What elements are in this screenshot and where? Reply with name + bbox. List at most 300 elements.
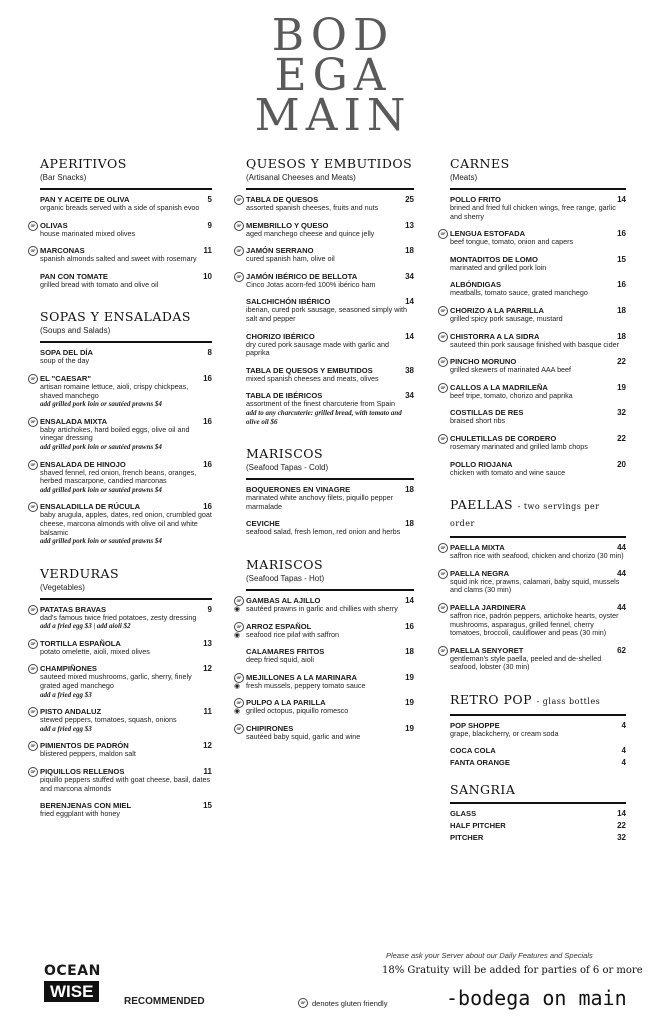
gluten-friendly-icon: GF — [438, 383, 448, 393]
menu-item-price: 14 — [405, 595, 414, 605]
menu-item-description: dad's famous twice fried potatoes, zesty dressing — [40, 612, 197, 622]
section-spacer — [450, 485, 626, 497]
section-spacer — [246, 434, 414, 446]
menu-column-2 — [234, 156, 414, 761]
menu-item-price: 9 — [207, 220, 212, 230]
menu-item-name: ENSALADILLA DE RÚCULA — [40, 502, 141, 512]
menu-item-name: PINCHO MORUNO — [450, 357, 517, 367]
menu-section — [30, 565, 212, 819]
menu-item-price: 4 — [621, 758, 626, 768]
menu-item-header — [450, 833, 626, 842]
menu-item-description: aged manchego cheese and quince jelly — [246, 228, 375, 238]
menu-item-name: CHORIZO A LA PARRILLA — [450, 305, 544, 315]
gluten-friendly-icon: GF — [234, 673, 244, 683]
menu-item-price: 44 — [617, 543, 626, 553]
menu-item — [30, 373, 212, 409]
section-divider — [246, 478, 414, 480]
section-divider — [450, 714, 626, 716]
menu-item-description: rosemary marinated and grilled lamb chops — [450, 441, 588, 451]
menu-item-header — [450, 746, 626, 755]
menu-item-description: baby artichokes, hard boiled eggs, olive oil and vinegar dressing — [40, 424, 190, 443]
menu-item — [440, 305, 626, 324]
menu-item-description: beef tongue, tomato, onion and capers — [450, 237, 574, 247]
section-divider — [450, 536, 626, 538]
gluten-friendly-icon: GF — [28, 767, 38, 777]
gluten-friendly-icon: GF — [438, 332, 448, 342]
menu-item-name: COSTILLAS DE RES — [450, 408, 524, 418]
menu-item-name: CEVICHE — [246, 519, 280, 529]
ocean-wise-line-1: OCEAN — [44, 963, 101, 979]
menu-item-name: ARROZ ESPAÑOL — [246, 621, 312, 631]
menu-item-description: potato omelette, aioli, mixed olives — [40, 646, 150, 656]
section-title — [246, 156, 414, 171]
menu-item-description: soup of the day — [40, 356, 90, 366]
menu-item-name: LENGUA ESTOFADA — [450, 229, 526, 239]
menu-item — [440, 229, 626, 247]
gluten-friendly-icon: GF — [438, 543, 448, 553]
menu-item-name: ALBÓNDIGAS — [450, 280, 502, 290]
menu-item — [236, 220, 414, 239]
gluten-friendly-icon: GF — [28, 221, 38, 231]
menu-item-price: 22 — [617, 357, 626, 367]
menu-item-name: BOQUERONES EN VINAGRE — [246, 485, 351, 495]
menu-item-name: FANTA ORANGE — [450, 758, 510, 768]
menu-item-name: TABLA DE QUESOS — [246, 195, 319, 204]
menu-item — [450, 833, 626, 842]
menu-item-description: house marinated mixed olives — [40, 228, 136, 238]
menu-item-name: PAELLA NEGRA — [450, 568, 510, 578]
menu-item — [440, 602, 626, 638]
menu-item-header — [450, 809, 626, 818]
menu-item-name: PAELLA MIXTA — [450, 543, 505, 553]
menu-item — [450, 821, 626, 830]
menu-item-description: squid ink rice, prawns, calamari, baby squid, mussels and clams (30 min) — [450, 576, 620, 595]
menu-item-price: 16 — [405, 621, 414, 631]
menu-item — [30, 741, 212, 759]
section-title-text: RETRO POP — [450, 691, 533, 707]
gluten-friendly-legend-text: denotes gluten friendly — [312, 998, 388, 1008]
gluten-friendly-icon: GF — [438, 306, 448, 316]
menu-item-description: assorted spanish cheeses, fruits and nuts — [246, 203, 379, 212]
menu-item-name: PAELLA SENYORET — [450, 645, 524, 655]
menu-item-description: deep fried squid, aioli — [246, 655, 314, 665]
menu-item-price: 22 — [617, 433, 626, 443]
menu-item-name: EL "CAESAR" — [40, 373, 91, 383]
menu-item-description: blistered peppers, maldon salt — [40, 749, 136, 759]
section-title — [246, 446, 414, 461]
menu-item-name: ENSALADA DE HINOJO — [40, 459, 126, 469]
section-spacer — [246, 545, 414, 557]
menu-item-description: iberian, cured pork sausage, seasoned simply with salt and pepper — [246, 305, 408, 323]
menu-item-name: POLLO FRITO — [450, 195, 501, 204]
menu-item — [246, 332, 414, 358]
menu-item-description: grilled skewers of marinated AAA beef — [450, 365, 572, 375]
gluten-friendly-icon: GF — [28, 374, 38, 384]
menu-item-name: POLLO RIOJANA — [450, 459, 513, 469]
menu-item-name: CHAMPIÑONES — [40, 664, 97, 674]
gluten-friendly-icon: GF — [28, 460, 38, 470]
menu-item-name: PIQUILLOS RELLENOS — [40, 767, 125, 777]
menu-item — [450, 195, 626, 221]
gluten-friendly-legend — [298, 998, 387, 1008]
menu-section — [30, 309, 212, 546]
menu-item-name: JAMÓN IBÉRICO DE BELLOTA — [246, 271, 358, 281]
menu-item — [440, 331, 626, 350]
section-title-text: VERDURAS — [40, 565, 120, 581]
menu-item-price: 34 — [405, 271, 414, 281]
menu-item-name: BERENJENAS CON MIEL — [40, 801, 132, 811]
bodega-main-logo — [0, 10, 666, 141]
menu-item-price: 12 — [203, 664, 212, 674]
menu-item-price: 20 — [617, 459, 626, 469]
menu-item-description: sauteed mixed mushrooms, garlic, sherry, finely grated aged manchego — [40, 672, 192, 691]
menu-section — [236, 156, 414, 426]
section-title — [450, 497, 626, 531]
menu-item — [30, 459, 212, 495]
menu-item-price: 15 — [617, 254, 626, 264]
section-subtitle: (Artisanal Cheeses and Meats) — [246, 173, 356, 182]
menu-item — [440, 645, 626, 672]
menu-item-name: PISTO ANDALUZ — [40, 707, 102, 717]
menu-item-name: CHISTORRA A LA SIDRA — [450, 331, 540, 341]
menu-item — [40, 195, 212, 213]
menu-item-description: marinated and grilled pork loin — [450, 262, 547, 272]
menu-item-addon: add a fried egg $3 — [40, 690, 92, 699]
section-spacer — [40, 827, 212, 839]
menu-item — [450, 460, 626, 478]
gluten-friendly-icon: GF — [234, 272, 244, 282]
menu-item-price: 15 — [203, 801, 212, 811]
menu-item-name: HALF PITCHER — [450, 821, 506, 831]
section-inline-subtitle: - glass bottles — [536, 696, 601, 706]
gluten-friendly-icon: GF — [234, 724, 244, 734]
menu-item — [450, 758, 626, 767]
menu-item-price: 18 — [617, 305, 626, 315]
menu-item-description: meatballs, tomato sauce, grated manchego — [450, 288, 588, 298]
menu-item-description: seafood salad, fresh lemon, red onion and herbs — [246, 527, 401, 537]
menu-item — [246, 647, 414, 665]
logo-line-2: EGA — [274, 50, 392, 101]
menu-item-price: 38 — [405, 365, 414, 375]
menu-item-price: 11 — [203, 767, 212, 777]
menu-item — [30, 664, 212, 699]
menu-item-price: 13 — [405, 220, 414, 230]
menu-item-description: shaved fennel, red onion, french beans, oranges, herbed mascarpone, candied marconas — [40, 467, 197, 486]
menu-item-addon: add grilled pork loin or sautéed prawns $4 — [40, 442, 162, 451]
menu-item-description: braised short ribs — [450, 416, 506, 426]
menu-item-addon: add to any charcuterie: grilled bread, with tomato and olive oil $6 — [246, 408, 402, 426]
menu-item-price: 16 — [203, 373, 212, 383]
menu-item — [246, 391, 414, 426]
menu-item-price: 32 — [617, 408, 626, 418]
section-title — [450, 156, 626, 171]
menu-item-description: seafood rice pilaf with saffron — [246, 629, 339, 639]
menu-item-price: 14 — [405, 297, 414, 307]
ocean-wise-line-2: WISE — [44, 981, 99, 1002]
menu-column-1 — [30, 156, 212, 839]
menu-item-header — [450, 758, 626, 767]
section-spacer — [450, 680, 626, 692]
menu-item-description: brined and fried full chicken wings, free range, garlic and sherry — [450, 203, 616, 221]
menu-item-name: PAELLA JARDINERA — [450, 602, 526, 612]
menu-item-price: 19 — [617, 382, 626, 392]
menu-item-price: 19 — [405, 672, 414, 682]
section-title-text: APERITIVOS — [40, 156, 127, 171]
section-divider — [246, 589, 414, 591]
menu-item-price: 11 — [203, 707, 212, 717]
section-divider — [40, 188, 212, 190]
menu-item — [30, 246, 212, 264]
menu-item — [40, 801, 212, 819]
menu-item-price: 14 — [617, 195, 626, 204]
menu-item-price: 16 — [203, 416, 212, 426]
gluten-friendly-icon: GF — [438, 434, 448, 444]
menu-item-price: 32 — [617, 833, 626, 843]
menu-item — [246, 297, 414, 323]
menu-item-price: 18 — [405, 485, 414, 495]
menu-item-price: 16 — [203, 502, 212, 512]
menu-item-price: 11 — [203, 246, 212, 256]
menu-item-description: fresh mussels, peppery tomato sauce — [246, 680, 366, 690]
menu-item — [40, 272, 212, 290]
menu-item-description: grape, blackcherry, or cream soda — [450, 728, 559, 738]
section-spacer — [450, 845, 626, 857]
section-inline-subtitle: - two servings per order — [450, 502, 600, 529]
menu-item-name: MEMBRILLO Y QUESO — [246, 220, 329, 230]
section-divider — [246, 188, 414, 190]
gluten-friendly-icon: GF — [28, 707, 38, 717]
menu-item-description: artisan romaine lettuce, aioli, crispy chickpeas, shaved manchego — [40, 381, 189, 400]
menu-item-name: PIMIENTOS DE PADRÓN — [40, 741, 129, 751]
ocean-wise-icon: ◉ — [234, 682, 241, 690]
gluten-friendly-icon: GF — [438, 229, 448, 239]
gluten-friendly-icon: GF — [28, 246, 38, 256]
ocean-wise-icon: ◉ — [234, 708, 241, 716]
section-title-text: CARNES — [450, 156, 510, 171]
section-subtitle: (Bar Snacks) — [40, 173, 87, 182]
menu-item — [234, 672, 414, 691]
gluten-friendly-icon: GF — [28, 741, 38, 751]
menu-item-price: 22 — [617, 821, 626, 831]
menu-item-addon: add a fried egg $3 | add aioli $2 — [40, 622, 131, 631]
menu-item-name: PATATAS BRAVAS — [40, 604, 107, 614]
section-title — [450, 782, 626, 797]
menu-item-price: 16 — [617, 229, 626, 239]
menu-item — [246, 485, 414, 511]
gratuity-note: 18% Gratuity will be added for parties of 6 or more — [382, 965, 643, 976]
menu-item-addon: add a fried egg $3 — [40, 724, 92, 733]
menu-item-name: MARCONAS — [40, 246, 85, 256]
section-subtitle: (Soups and Salads) — [40, 326, 111, 336]
menu-item — [236, 246, 414, 264]
menu-item-name: SALCHICHÓN IBÉRICO — [246, 297, 331, 307]
menu-item-price: 13 — [203, 638, 212, 648]
menu-item — [30, 707, 212, 733]
menu-item — [236, 723, 414, 742]
menu-item-description: spanish almonds salted and sweet with rosemary — [40, 254, 197, 264]
menu-item-name: CHULETILLAS DE CORDERO — [450, 433, 557, 443]
menu-item-price: 5 — [207, 195, 212, 204]
menu-column-3 — [440, 156, 626, 857]
menu-item-name: SOPA DEL DÍA — [40, 348, 94, 358]
ocean-wise-logo — [44, 963, 118, 1002]
gluten-friendly-icon: GF — [234, 698, 244, 708]
menu-item-name: GAMBAS AL AJILLO — [246, 595, 321, 605]
gluten-friendly-icon: GF — [438, 646, 448, 656]
menu-item — [234, 595, 414, 614]
menu-item — [450, 255, 626, 273]
menu-item-price: 16 — [617, 280, 626, 290]
menu-item — [234, 698, 414, 716]
section-title — [40, 156, 212, 171]
menu-item-name: TABLA DE QUESOS Y EMBUTIDOS — [246, 365, 373, 375]
ocean-wise-icon: ◉ — [234, 605, 241, 613]
menu-item-addon: add grilled pork loin or sautéed prawns $4 — [40, 537, 162, 546]
menu-item-header — [450, 821, 626, 830]
daily-features-note: Please ask your Server about our Daily Features and Specials — [386, 951, 593, 960]
menu-item — [246, 366, 414, 384]
menu-item-description: mixed spanish cheeses and meats, olives — [246, 373, 379, 383]
menu-item-name: MEJILLONES A LA MARINARA — [246, 672, 357, 682]
menu-item-name: GLASS — [450, 809, 477, 819]
gluten-friendly-icon: GF — [234, 195, 244, 205]
menu-item — [440, 382, 626, 401]
menu-item-description: sauteed thin pork sausage finished with basque cider — [450, 339, 620, 349]
menu-item — [30, 220, 212, 239]
menu-item-price: 9 — [207, 604, 212, 614]
menu-item-price: 18 — [405, 647, 414, 657]
menu-item-description: fried eggplant with honey — [40, 809, 120, 819]
section-spacer — [450, 770, 626, 782]
menu-section — [246, 446, 414, 537]
menu-item-description: dry cured pork sausage made with garlic and paprika — [246, 339, 390, 358]
section-divider — [40, 598, 212, 600]
gluten-friendly-icon: GF — [28, 639, 38, 649]
menu-item-name: CHORIZO IBÉRICO — [246, 331, 315, 341]
section-title-text: SANGRIA — [450, 782, 516, 798]
gluten-friendly-icon: GF — [234, 221, 244, 231]
gluten-friendly-icon: GF — [438, 603, 448, 613]
menu-section — [450, 782, 626, 842]
gluten-friendly-icon: GF — [28, 664, 38, 674]
menu-item — [246, 519, 414, 537]
section-title — [246, 557, 414, 572]
menu-item-description: assortment of the finest charcuterie from Spain — [246, 399, 396, 409]
menu-item-description: chicken with tomato and wine sauce — [450, 467, 566, 477]
menu-item-price: 4 — [621, 746, 626, 756]
ocean-wise-icon: ◉ — [234, 631, 241, 639]
menu-item-price: 25 — [405, 195, 414, 204]
gluten-friendly-icon: GF — [28, 605, 38, 615]
menu-section — [234, 556, 414, 742]
menu-item — [236, 271, 414, 290]
gluten-friendly-icon: GF — [438, 569, 448, 579]
menu-item — [236, 195, 414, 213]
menu-item-description: stewed peppers, tomatoes, squash, onions — [40, 715, 177, 725]
menu-item-name: COCA COLA — [450, 746, 496, 756]
menu-item-name: CALLOS A LA MADRILEÑA — [450, 382, 548, 392]
menu-item-description: sautéed prawns in garlic and chillies with sherry — [246, 603, 398, 613]
menu-section — [450, 692, 626, 768]
menu-item — [450, 809, 626, 818]
menu-item-name: OLIVAS — [40, 220, 68, 230]
menu-item — [440, 568, 626, 595]
menu-item — [450, 721, 626, 739]
menu-item-description: piquillo peppers stuffed with goat cheese, basil, dates and marcona almonds — [40, 775, 211, 793]
menu-item-description: grilled octopus, piquillo romesco — [246, 706, 349, 716]
menu-item — [440, 543, 626, 561]
section-spacer — [246, 749, 414, 761]
menu-item-name: TORTILLA ESPAÑOLA — [40, 638, 121, 648]
gluten-friendly-icon: GF — [234, 596, 244, 606]
menu-item — [30, 767, 212, 793]
menu-item-name: POP SHOPPE — [450, 720, 500, 730]
menu-item-description: grilled spicy pork sausage, mustard — [450, 313, 563, 323]
bodega-signature: -bodega on main — [446, 986, 627, 1010]
section-subtitle: (Meats) — [450, 173, 478, 182]
menu-item — [450, 280, 626, 298]
menu-item-name: MONTADITOS DE LOMO — [450, 254, 538, 264]
menu-item-description: gentleman's style paella, peeled and de-shelled seafood, lobster (30 min) — [450, 653, 602, 672]
menu-item-price: 18 — [617, 331, 626, 341]
menu-item-price: 18 — [405, 519, 414, 529]
menu-section — [30, 156, 212, 289]
section-title-text: QUESOS Y EMBUTIDOS — [246, 156, 413, 171]
menu-item-price: 44 — [617, 602, 626, 612]
menu-item-price: 18 — [405, 246, 414, 256]
gluten-friendly-icon: GF — [28, 417, 38, 427]
logo-line-3: MAIN — [254, 90, 412, 141]
menu-item-price: 44 — [617, 568, 626, 578]
section-title-text: SOPAS Y ENSALADAS — [40, 309, 191, 325]
menu-item-description: grilled bread with tomato and olive oil — [40, 279, 159, 289]
menu-item — [234, 621, 414, 640]
section-spacer — [40, 297, 212, 309]
section-subtitle: (Seafood Tapas - Cold) — [246, 463, 329, 473]
section-spacer — [40, 554, 212, 566]
menu-item — [440, 433, 626, 452]
menu-item-name: ENSALADA MIXTA — [40, 416, 108, 426]
menu-item — [30, 502, 212, 546]
menu-item-description: marinated white anchovy filets, piquillo pepper marmalade — [246, 493, 394, 511]
menu-item-description: organic breads served with a side of spanish evoo — [40, 203, 200, 212]
section-divider — [40, 341, 212, 343]
menu-item-price: 19 — [405, 698, 414, 708]
section-title — [40, 309, 212, 324]
gluten-friendly-icon: GF — [438, 357, 448, 367]
menu-section — [440, 156, 626, 477]
menu-item-price: 8 — [207, 348, 212, 358]
recommended-label: RECOMMENDED — [124, 996, 205, 1007]
menu-item-price: 14 — [405, 331, 414, 341]
menu-item-name: CHIPIRONES — [246, 723, 294, 733]
gluten-friendly-icon: GF — [234, 246, 244, 256]
menu-item-price: 10 — [203, 271, 212, 281]
menu-item-name: TABLA DE IBÉRICOS — [246, 391, 323, 401]
section-title-text: PAELLAS — [450, 497, 514, 513]
section-title — [450, 692, 626, 709]
menu-item-description: Cinco Jotas acorn-fed 100% ibérico ham — [246, 279, 376, 289]
menu-item — [40, 348, 212, 366]
section-divider — [450, 802, 626, 804]
menu-item-description: sautéed baby squid, garlic and wine — [246, 731, 361, 741]
section-title-text: MARISCOS — [246, 556, 324, 572]
gluten-friendly-icon: GF — [298, 998, 308, 1008]
menu-item-price: 4 — [621, 720, 626, 730]
menu-item-name: PULPO A LA PARILLA — [246, 698, 326, 708]
logo-line-1: BOD — [271, 10, 395, 61]
menu-item-price: 12 — [203, 741, 212, 751]
